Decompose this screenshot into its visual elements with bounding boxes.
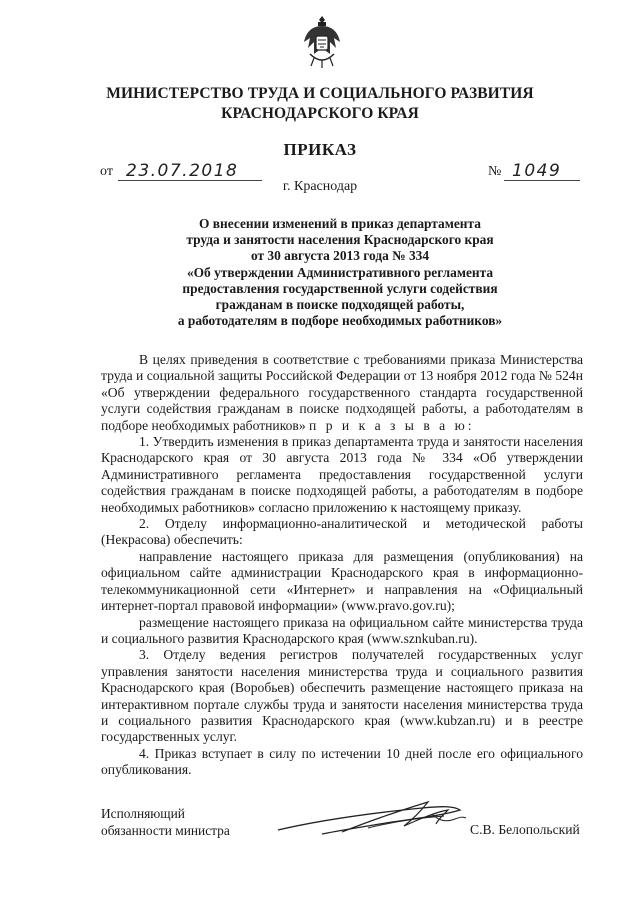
- coat-of-arms-icon: [302, 14, 342, 70]
- paragraph-3: 3. Отделу ведения регистров получателей государственных услуг управления занятости населения министерства труда и социального развития Краснодарского края (Воробьев) обеспечить размещение настоящего приказа на интерактивном портале службы труда и занятости населения министерства труда и социального развития Краснодарского края (www.kubzan.ru) и в реестре государственных услуг.: [101, 647, 583, 745]
- signer-name: С.В. Белопольский: [470, 822, 580, 837]
- paragraph-2b: размещение настоящего приказа на официальном сайте министерства труда и социального развития Краснодарского края (www.sznkuban.ru).: [101, 614, 583, 646]
- signer-position: [101, 805, 230, 839]
- number-value: 1049: [512, 161, 562, 181]
- paragraph-2a: направление настоящего приказа для размещения (опубликования) на официальном сайте администрации Краснодарского края в информационно-телекоммуникационной сети «Интернет» и направления на «Официальный интернет-портал правовой информации» (www.pravo.gov.ru);: [101, 548, 583, 614]
- order-title: ПРИКАЗ: [283, 140, 357, 159]
- paragraph-1: 1. Утвердить изменения в приказ департамента труда и занятости населения Краснодарского края от 30 августа 2013 года № 334 «Об утверждении Административного регламента предоставления государственной услуги содействия гражданам в поиске подходящей работы, а работодателям в подборе необходимых работников» согласно приложению к настоящему приказу.: [101, 434, 583, 515]
- ministry-line-1: МИНИСТЕРСТВО ТРУДА И СОЦИАЛЬНОГО РАЗВИТИЯ: [106, 85, 534, 102]
- signer-position-line-2: обязанности министра: [101, 823, 230, 838]
- intro-text: В целях приведения в соответствие с требованиями приказа Министерства труда и социальной защиты Российской Федерации от 13 ноября 2012 года № 524н «Об утверждении федерального государственного стандарта государственной услуги содействия гражданам в поиске подходящей работы, а работодателям в подборе необходимых работников»: [101, 352, 583, 433]
- subject-line: О внесении изменений в приказ департамента: [199, 216, 481, 231]
- subject-line: а работодателям в подборе необходимых работников»: [177, 313, 503, 329]
- paragraph-2: 2. Отделу информационно-аналитической и методической работы (Некрасова) обеспечить:: [101, 516, 583, 548]
- order-verb: п р и к а з ы в а ю:: [309, 417, 475, 433]
- city: г. Краснодар: [282, 179, 358, 194]
- subject-line: предоставления государственной услуги содействия: [182, 280, 498, 296]
- date-label: от: [100, 164, 113, 179]
- subject-line: от 30 августа 2013 года № 334: [250, 248, 430, 264]
- order-body: [101, 352, 583, 779]
- paragraph-4: 4. Приказ вступает в силу по истечении 10 дней после его официального опубликования.: [101, 745, 583, 778]
- ministry-name: [60, 84, 580, 124]
- order-subject: [100, 216, 580, 329]
- subject-line: «Об утверждении Административного регламента: [186, 264, 494, 280]
- number-label: №: [488, 164, 502, 179]
- date-value: 23.07.2018: [126, 161, 239, 181]
- intro-paragraph: [101, 352, 583, 434]
- subject-line: труда и занятости населения Краснодарского края: [186, 232, 494, 248]
- subject-line: гражданам в поиске подходящей работы,: [215, 297, 465, 313]
- ministry-line-2: КРАСНОДАРСКОГО КРАЯ: [221, 105, 419, 122]
- signature-mark: [272, 792, 472, 842]
- signer-position-line-1: Исполняющий: [101, 806, 185, 821]
